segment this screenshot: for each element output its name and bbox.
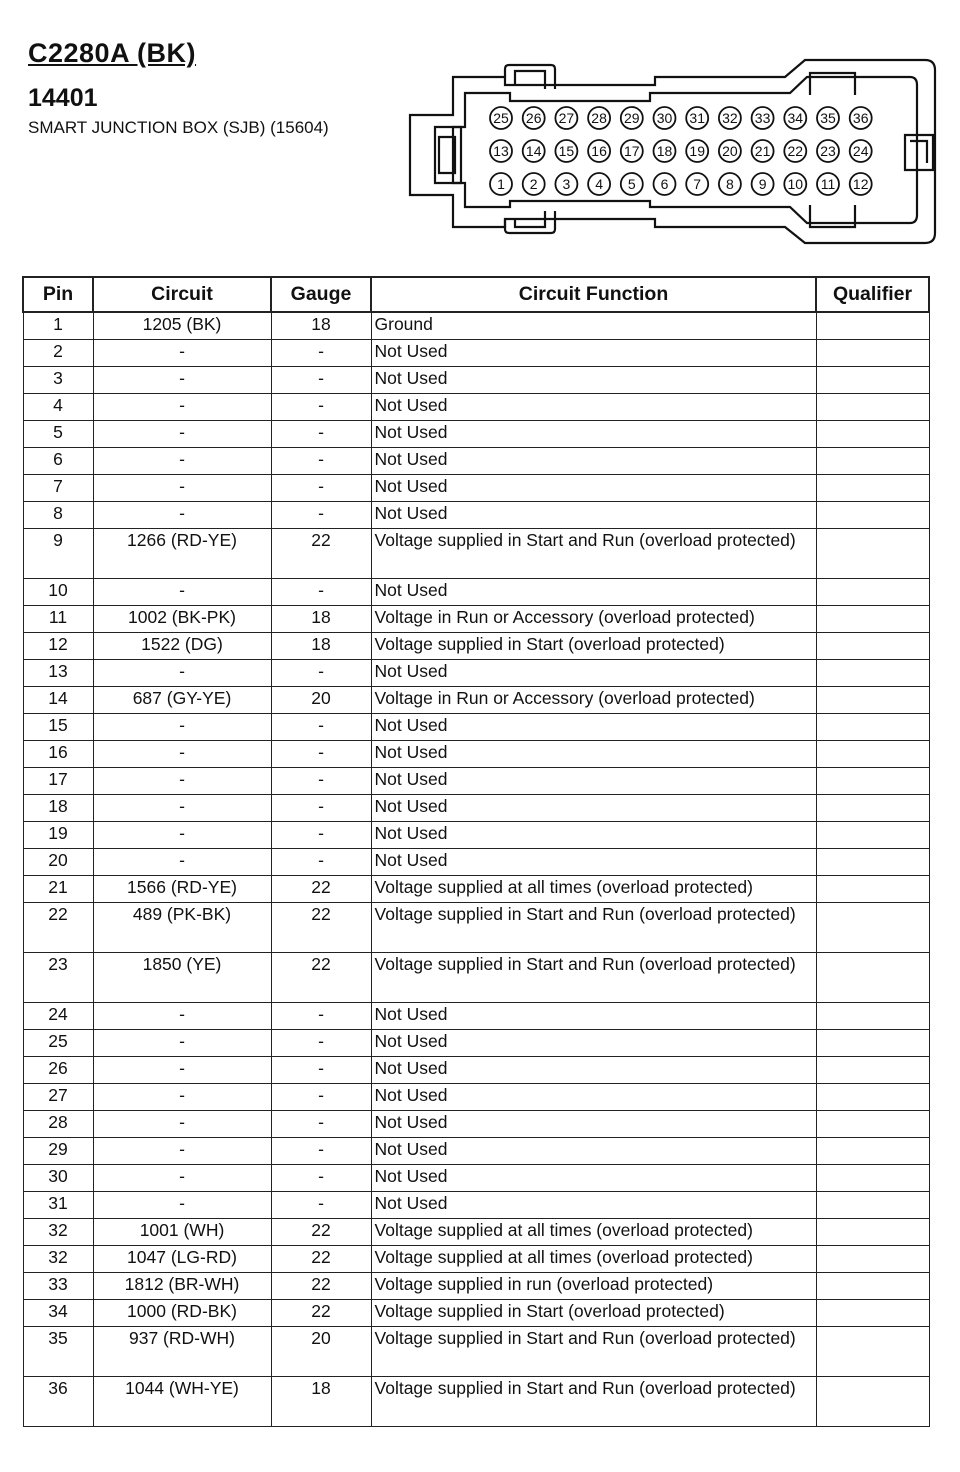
cell-circuit: - [93,1057,271,1084]
table-row [23,340,929,367]
cell-gauge: 22 [271,1273,371,1300]
cell-qualifier [816,1246,929,1273]
cell-gauge: - [271,367,371,394]
cell-qualifier [816,1030,929,1057]
table-row [23,849,929,876]
pin-number-label: 2 [529,176,538,192]
table-row [23,1165,929,1192]
cell-circuit: - [93,741,271,768]
cell-circuit-function: Not Used [371,340,816,367]
cell-circuit: - [93,768,271,795]
cell-gauge: 22 [271,903,371,953]
cell-circuit-function: Not Used [371,1003,816,1030]
cell-pin: 7 [23,475,93,502]
cell-pin: 12 [23,633,93,660]
cell-gauge: - [271,340,371,367]
table-row [23,312,929,340]
pin-number-label: 16 [591,143,607,159]
cell-qualifier [816,421,929,448]
cell-gauge: 18 [271,606,371,633]
cell-circuit: 1205 (BK) [93,312,271,340]
cell-gauge: 20 [271,687,371,714]
cell-pin: 5 [23,421,93,448]
pin-number-label: 23 [820,143,836,159]
pin-number-label: 15 [558,143,575,159]
pin-number-label: 27 [558,110,575,126]
table-row [23,579,929,606]
cell-circuit: - [93,579,271,606]
cell-circuit: 1266 (RD-YE) [93,529,271,579]
cell-qualifier [816,1300,929,1327]
cell-circuit: - [93,795,271,822]
cell-gauge: - [271,579,371,606]
pin-number-label: 32 [722,110,738,126]
cell-pin: 10 [23,579,93,606]
table-row [23,1377,929,1427]
component-name: SMART JUNCTION BOX (SJB) (15604) [28,118,329,137]
cell-gauge: - [271,1057,371,1084]
cell-qualifier [816,502,929,529]
cell-circuit-function: Voltage supplied in Start and Run (overload protected) [371,1377,816,1427]
cell-circuit-function: Not Used [371,502,816,529]
table-row [23,903,929,953]
table-row [23,1246,929,1273]
cell-circuit: 1850 (YE) [93,953,271,1003]
cell-qualifier [816,448,929,475]
pin-number-label: 14 [525,143,542,159]
cell-qualifier [816,1111,929,1138]
cell-circuit-function: Not Used [371,1084,816,1111]
cell-pin: 21 [23,876,93,903]
cell-circuit-function: Not Used [371,1030,816,1057]
cell-gauge: 22 [271,953,371,1003]
cell-gauge: - [271,394,371,421]
cell-pin: 19 [23,822,93,849]
cell-circuit-function: Voltage supplied in Start (overload protected) [371,633,816,660]
table-row [23,822,929,849]
cell-qualifier [816,795,929,822]
cell-qualifier [816,340,929,367]
cell-circuit-function: Not Used [371,475,816,502]
cell-qualifier [816,714,929,741]
cell-qualifier [816,1327,929,1377]
cell-gauge: 22 [271,1246,371,1273]
cell-circuit-function: Voltage supplied in Start (overload protected) [371,1300,816,1327]
cell-gauge: - [271,714,371,741]
cell-circuit-function: Not Used [371,714,816,741]
cell-gauge: - [271,1030,371,1057]
cell-circuit-function: Not Used [371,822,816,849]
bottom-latch [505,211,555,233]
cell-qualifier [816,903,929,953]
cell-pin: 13 [23,660,93,687]
cell-pin: 2 [23,340,93,367]
cell-circuit-function: Ground [371,312,816,340]
table-header-row [23,277,929,312]
cell-circuit: - [93,714,271,741]
table-row [23,367,929,394]
cell-pin: 4 [23,394,93,421]
cell-circuit-function: Voltage supplied at all times (overload protected) [371,1219,816,1246]
cell-circuit: 489 (PK-BK) [93,903,271,953]
cell-circuit-function: Not Used [371,660,816,687]
cell-gauge: - [271,849,371,876]
cell-circuit: - [93,502,271,529]
cell-circuit: - [93,1165,271,1192]
pin-number-label: 35 [820,110,836,126]
table-row [23,502,929,529]
table-row [23,1219,929,1246]
pin-grid [490,107,872,195]
cell-pin: 20 [23,849,93,876]
cell-circuit: - [93,849,271,876]
cell-gauge: 22 [271,1300,371,1327]
pin-number-label: 20 [722,143,738,159]
table-row [23,687,929,714]
table-row [23,1111,929,1138]
pin-number-label: 28 [591,110,607,126]
cell-gauge: - [271,741,371,768]
cell-gauge: 18 [271,312,371,340]
table-body [23,312,929,1427]
cell-circuit: - [93,822,271,849]
cell-qualifier [816,475,929,502]
cell-qualifier [816,1219,929,1246]
cell-circuit-function: Not Used [371,768,816,795]
table-row [23,1192,929,1219]
cell-gauge: - [271,421,371,448]
cell-circuit: - [93,340,271,367]
cell-pin: 35 [23,1327,93,1377]
cell-pin: 25 [23,1030,93,1057]
pin-number-label: 18 [656,143,673,159]
cell-qualifier [816,312,929,340]
cell-gauge: - [271,1084,371,1111]
header-pin: Pin [23,277,93,312]
cell-qualifier [816,1377,929,1427]
pin-number-label: 22 [787,143,804,159]
table-row [23,633,929,660]
cell-gauge: 22 [271,529,371,579]
cell-pin: 32 [23,1219,93,1246]
cell-pin: 32 [23,1246,93,1273]
cell-pin: 3 [23,367,93,394]
pin-number-label: 9 [758,176,767,192]
cell-pin: 30 [23,1165,93,1192]
pin-number-label: 34 [787,110,804,126]
connector-id: C2280A (BK) [28,38,197,68]
cell-pin: 14 [23,687,93,714]
cell-qualifier [816,1057,929,1084]
cell-circuit: - [93,394,271,421]
cell-qualifier [816,367,929,394]
pin-number-label: 3 [562,176,571,192]
cell-pin: 26 [23,1057,93,1084]
cell-circuit: 687 (GY-YE) [93,687,271,714]
pin-number-label: 17 [624,143,640,159]
table-row [23,1084,929,1111]
cell-circuit-function: Voltage supplied in Start and Run (overload protected) [371,1327,816,1377]
pin-number-label: 19 [689,143,705,159]
cell-gauge: - [271,1165,371,1192]
pin-number-label: 10 [787,176,804,192]
table-row [23,1300,929,1327]
cell-circuit-function: Not Used [371,1057,816,1084]
cell-gauge: - [271,502,371,529]
table-row [23,768,929,795]
pin-number-label: 6 [660,176,669,192]
table-row [23,448,929,475]
cell-qualifier [816,1084,929,1111]
cell-circuit-function: Not Used [371,795,816,822]
cell-circuit: - [93,421,271,448]
cell-gauge: 22 [271,876,371,903]
cell-pin: 15 [23,714,93,741]
table-row [23,606,929,633]
pin-number-label: 5 [627,176,636,192]
cell-circuit: 1002 (BK-PK) [93,606,271,633]
cell-pin: 24 [23,1003,93,1030]
cell-pin: 27 [23,1084,93,1111]
cell-pin: 9 [23,529,93,579]
cell-circuit: - [93,1084,271,1111]
table-row [23,953,929,1003]
cell-gauge: - [271,1111,371,1138]
cell-circuit-function: Voltage in Run or Accessory (overload protected) [371,606,816,633]
cell-circuit-function: Not Used [371,448,816,475]
cell-circuit: - [93,475,271,502]
pin-number-label: 29 [624,110,640,126]
table-row [23,394,929,421]
cell-circuit: - [93,660,271,687]
table-row [23,714,929,741]
cell-qualifier [816,1273,929,1300]
table-row [23,660,929,687]
cell-pin: 1 [23,312,93,340]
cell-qualifier [816,1165,929,1192]
cell-qualifier [816,953,929,1003]
cell-qualifier [816,687,929,714]
cell-pin: 11 [23,606,93,633]
cell-circuit-function: Not Used [371,1165,816,1192]
pin-number-label: 1 [497,176,505,192]
cell-pin: 16 [23,741,93,768]
cell-qualifier [816,741,929,768]
cell-gauge: 18 [271,1377,371,1427]
cell-qualifier [816,606,929,633]
connector-face-diagram [405,55,940,250]
cell-circuit: - [93,448,271,475]
cell-circuit: - [93,1138,271,1165]
cell-gauge: - [271,768,371,795]
table-row [23,795,929,822]
cell-circuit-function: Not Used [371,741,816,768]
pin-number-label: 30 [656,110,673,126]
pin-number-label: 26 [525,110,542,126]
cell-circuit: 1044 (WH-YE) [93,1377,271,1427]
pinout-table [22,276,930,1427]
cell-pin: 22 [23,903,93,953]
cell-gauge: - [271,795,371,822]
cell-qualifier [816,1192,929,1219]
cell-circuit-function: Voltage supplied at all times (overload protected) [371,876,816,903]
cell-gauge: 20 [271,1327,371,1377]
header-qualifier: Qualifier [816,277,929,312]
cell-qualifier [816,660,929,687]
cell-gauge: - [271,1192,371,1219]
cell-qualifier [816,1003,929,1030]
cell-pin: 6 [23,448,93,475]
table-row [23,529,929,579]
cell-gauge: - [271,1003,371,1030]
cell-pin: 18 [23,795,93,822]
pin-number-label: 12 [852,176,869,192]
pin-number-label: 4 [595,176,603,192]
cell-circuit-function: Not Used [371,1138,816,1165]
cell-qualifier [816,822,929,849]
cell-gauge: - [271,660,371,687]
pin-number-label: 8 [726,176,734,192]
pin-number-label: 36 [852,110,869,126]
cell-circuit: 1566 (RD-YE) [93,876,271,903]
cell-circuit-function: Not Used [371,367,816,394]
cell-pin: 8 [23,502,93,529]
cell-gauge: 18 [271,633,371,660]
table-row [23,1273,929,1300]
table-row [23,1030,929,1057]
cell-circuit: - [93,1192,271,1219]
cell-circuit: 1000 (RD-BK) [93,1300,271,1327]
header-gauge: Gauge [271,277,371,312]
cell-circuit: - [93,1003,271,1030]
cell-pin: 29 [23,1138,93,1165]
cell-pin: 31 [23,1192,93,1219]
pin-number-label: 7 [693,176,702,192]
header-circuit-function: Circuit Function [371,277,816,312]
cell-circuit-function: Not Used [371,579,816,606]
table-row [23,1138,929,1165]
cell-gauge: - [271,822,371,849]
cell-circuit-function: Not Used [371,421,816,448]
table-row [23,421,929,448]
cell-gauge: - [271,1138,371,1165]
cell-qualifier [816,1138,929,1165]
cell-circuit: 937 (RD-WH) [93,1327,271,1377]
cell-circuit: - [93,1030,271,1057]
cell-circuit: - [93,367,271,394]
pin-number-label: 24 [852,143,869,159]
cell-gauge: - [271,475,371,502]
header-circuit: Circuit [93,277,271,312]
cell-circuit: - [93,1111,271,1138]
pin-number-label: 21 [754,143,771,159]
cell-qualifier [816,876,929,903]
pin-number-label: 31 [689,110,705,126]
pin-number-label: 13 [493,143,509,159]
cell-pin: 36 [23,1377,93,1427]
cell-qualifier [816,849,929,876]
cell-circuit-function: Voltage supplied in Start and Run (overload protected) [371,953,816,1003]
cell-circuit-function: Voltage in Run or Accessory (overload protected) [371,687,816,714]
cell-circuit-function: Not Used [371,1192,816,1219]
cell-pin: 33 [23,1273,93,1300]
cell-circuit-function: Not Used [371,1111,816,1138]
table-row [23,475,929,502]
cell-qualifier [816,394,929,421]
pin-number-label: 25 [493,110,509,126]
pin-number-label: 11 [820,176,836,192]
cell-circuit: 1001 (WH) [93,1219,271,1246]
cell-circuit-function: Not Used [371,849,816,876]
cell-gauge: 22 [271,1219,371,1246]
cell-pin: 34 [23,1300,93,1327]
cell-circuit-function: Not Used [371,394,816,421]
cell-qualifier [816,529,929,579]
table-row [23,876,929,903]
part-number: 14401 [28,84,98,112]
cell-pin: 23 [23,953,93,1003]
cell-circuit-function: Voltage supplied at all times (overload protected) [371,1246,816,1273]
cell-qualifier [816,579,929,606]
cell-circuit: 1812 (BR-WH) [93,1273,271,1300]
cell-qualifier [816,768,929,795]
pin-number-label: 33 [754,110,771,126]
cell-pin: 17 [23,768,93,795]
table-row [23,741,929,768]
cell-pin: 28 [23,1111,93,1138]
cell-gauge: - [271,448,371,475]
cell-qualifier [816,633,929,660]
table-row [23,1057,929,1084]
table-row [23,1327,929,1377]
table-row [23,1003,929,1030]
cell-circuit-function: Voltage supplied in Start and Run (overload protected) [371,903,816,953]
cell-circuit-function: Voltage supplied in Start and Run (overload protected) [371,529,816,579]
cell-circuit: 1047 (LG-RD) [93,1246,271,1273]
cell-circuit-function: Voltage supplied in run (overload protected) [371,1273,816,1300]
cell-circuit: 1522 (DG) [93,633,271,660]
